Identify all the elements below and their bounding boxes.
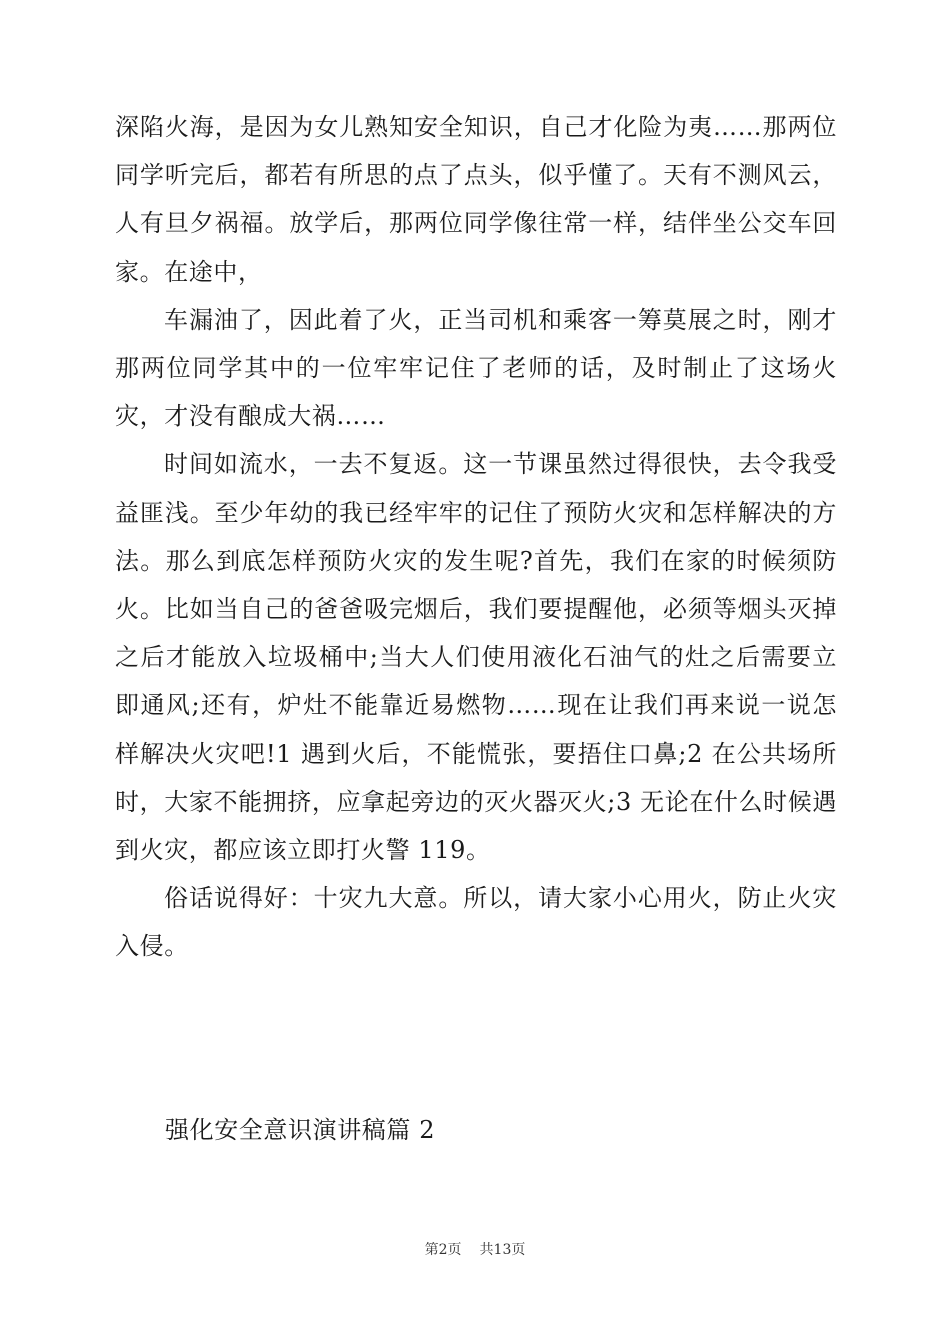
paragraph-3: 时间如流水，一去不复返。这一节课虽然过得很快，去令我受益匪浅。至少年幼的我已经牢牢的记住了预防火灾和怎样解决的方法。那么到底怎样预防火灾的发生呢?首先，我们在家的时候须防火。比如当自己的爸爸吸完烟后，我们要提醒他，必须等烟头灭掉之后才能放入垃圾桶中;当大人们使用液化石油气的灶之后需要立即通风;还有，炉灶不能靠近易燃物……现在让我们再来说一说怎样解决火灾吧!1 遇到火后，不能慌张，要捂住口鼻;2 在公共场所时，大家不能拥挤，应拿起旁边的灭火器灭火;3 无论在什么时候遇到火灾，都应该立即打火警 119。 xyxy=(115,450,837,865)
paragraph-1: 深陷火海，是因为女儿熟知安全知识，自己才化险为夷……那两位同学听完后，都若有所思的点了点头，似乎懂了。天有不测风云，人有旦夕祸福。放学后，那两位同学像往常一样，结伴坐公交车回家。在途中， xyxy=(115,113,837,286)
document-body xyxy=(115,103,837,971)
page-total: 共13页 xyxy=(479,1242,526,1258)
page-number: 第2页 xyxy=(424,1242,462,1258)
section-heading: 强化安全意识演讲稿篇 2 xyxy=(165,1116,436,1144)
paragraph-4: 俗话说得好：十灾九大意。所以，请大家小心用火，防止火灾入侵。 xyxy=(115,884,837,961)
page-footer xyxy=(0,1240,950,1260)
paragraph-2: 车漏油了，因此着了火，正当司机和乘客一筹莫展之时，刚才那两位同学其中的一位牢牢记住了老师的话，及时制止了这场火灾，才没有酿成大祸…… xyxy=(115,305,837,431)
